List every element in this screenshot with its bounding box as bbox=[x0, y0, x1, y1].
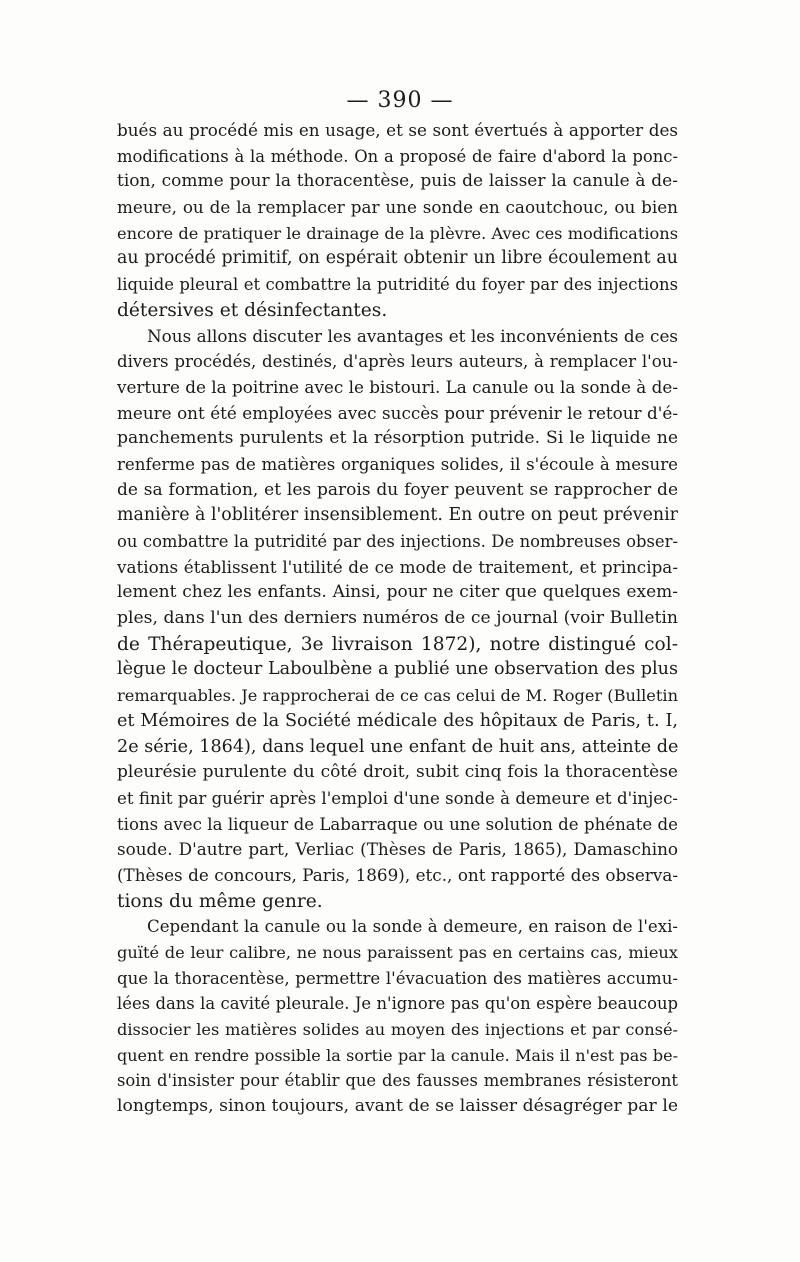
text-line: soude. D'autre part, Verliac (Thèses de Paris, 1865), Damaschino bbox=[117, 839, 678, 860]
text-line: quent en rendre possible la sortie par la canule. Mais il n'est pas be- bbox=[117, 1045, 678, 1065]
paragraph-start-line: Nous allons discuter les avantages et les inconvénients de ces bbox=[147, 325, 678, 346]
text-line: et Mémoires de la Société médicale des hôpitaux de Paris, t. I, bbox=[117, 710, 678, 731]
text-line: renferme pas de matières organiques solides, il s'écoule à mesure bbox=[117, 454, 678, 474]
text-line: encore de pratiquer le drainage de la plèvre. Avec ces modifications bbox=[117, 223, 678, 243]
text-line: remarquables. Je rapprocherai de ce cas celui de M. Roger (Bulletin bbox=[117, 686, 678, 706]
text-line: pleurésie purulente du côté droit, subit cinq fois la thoracentèse bbox=[117, 762, 678, 783]
text-line: liquide pleural et combattre la putridité du foyer par des injections bbox=[117, 275, 678, 295]
text-line: ples, dans l'un des derniers numéros de ce journal (voir Bulletin bbox=[117, 608, 678, 629]
text-line: divers procédés, destinés, d'après leurs auteurs, à remplacer l'ou- bbox=[117, 352, 678, 372]
text-line: verture de la poitrine avec le bistouri. La canule ou la sonde à de- bbox=[117, 376, 678, 397]
text-line: dissocier les matières solides au moyen des injections et par consé- bbox=[117, 1020, 678, 1040]
text-line: lées dans la cavité pleurale. Je n'ignore pas qu'on espère beaucoup bbox=[117, 994, 678, 1014]
text-line: soin d'insister pour établir que des fausses membranes résisteront bbox=[117, 1071, 678, 1091]
text-line: que la thoracentèse, permettre l'évacuation des matières accumu- bbox=[117, 968, 678, 988]
text-line: au procédé primitif, on espérait obtenir un libre écoulement au bbox=[117, 248, 678, 269]
text-line: panchements purulents et la résorption putride. Si le liquide ne bbox=[117, 428, 678, 449]
text-line: manière à l'oblitérer insensiblement. En outre on peut prévenir bbox=[117, 505, 678, 526]
paragraph-start-line: Cependant la canule ou la sonde à demeure, en raison de l'exi- bbox=[147, 917, 678, 937]
text-line: lement chez les enfants. Ainsi, pour ne citer que quelques exem- bbox=[117, 582, 678, 603]
text-line: tions avec la liqueur de Labarraque ou une solution de phénate de bbox=[117, 814, 678, 834]
body-text bbox=[117, 118, 678, 1120]
text-line: meure ont été employées avec succès pour prévenir le retour d'é- bbox=[117, 402, 678, 423]
text-line: bués au procédé mis en usage, et se sont évertués à apporter des bbox=[117, 120, 678, 140]
text-line: meure, ou de la remplacer par une sonde en caoutchouc, ou bien bbox=[117, 197, 678, 218]
text-line: guïté de leur calibre, ne nous paraissent pas en certains cas, mieux bbox=[117, 943, 678, 962]
text-line: de sa formation, et les parois du foyer peuvent se rapprocher de bbox=[117, 479, 678, 500]
text-line: de Thérapeutique, 3e livraison 1872), notre distingué col- bbox=[117, 633, 678, 655]
text-line: longtemps, sinon toujours, avant de se laisser désagréger par le bbox=[117, 1096, 678, 1117]
page-number: — 390 — bbox=[346, 88, 454, 113]
text-line: tion, comme pour la thoracentèse, puis de laisser la canule à de- bbox=[117, 171, 678, 192]
text-line: ou combattre la putridité par des injections. De nombreuses obser- bbox=[117, 532, 678, 551]
text-line: et finit par guérir après l'emploi d'une sonde à demeure et d'injec- bbox=[117, 788, 678, 808]
text-line: détersives et désinfectantes. bbox=[117, 299, 388, 321]
text-line: vations établissent l'utilité de ce mode de traitement, et principa- bbox=[117, 556, 678, 577]
text-line: lègue le docteur Laboulbène a publié une observation des plus bbox=[117, 659, 678, 680]
text-line: modifications à la méthode. On a proposé de faire d'abord la ponc- bbox=[117, 146, 678, 166]
text-line: (Thèses de concours, Paris, 1869), etc., ont rapporté des observa- bbox=[117, 864, 678, 885]
text-line: tions du même genre. bbox=[117, 890, 323, 912]
text-line: 2e série, 1864), dans lequel une enfant de huit ans, atteinte de bbox=[117, 736, 679, 757]
